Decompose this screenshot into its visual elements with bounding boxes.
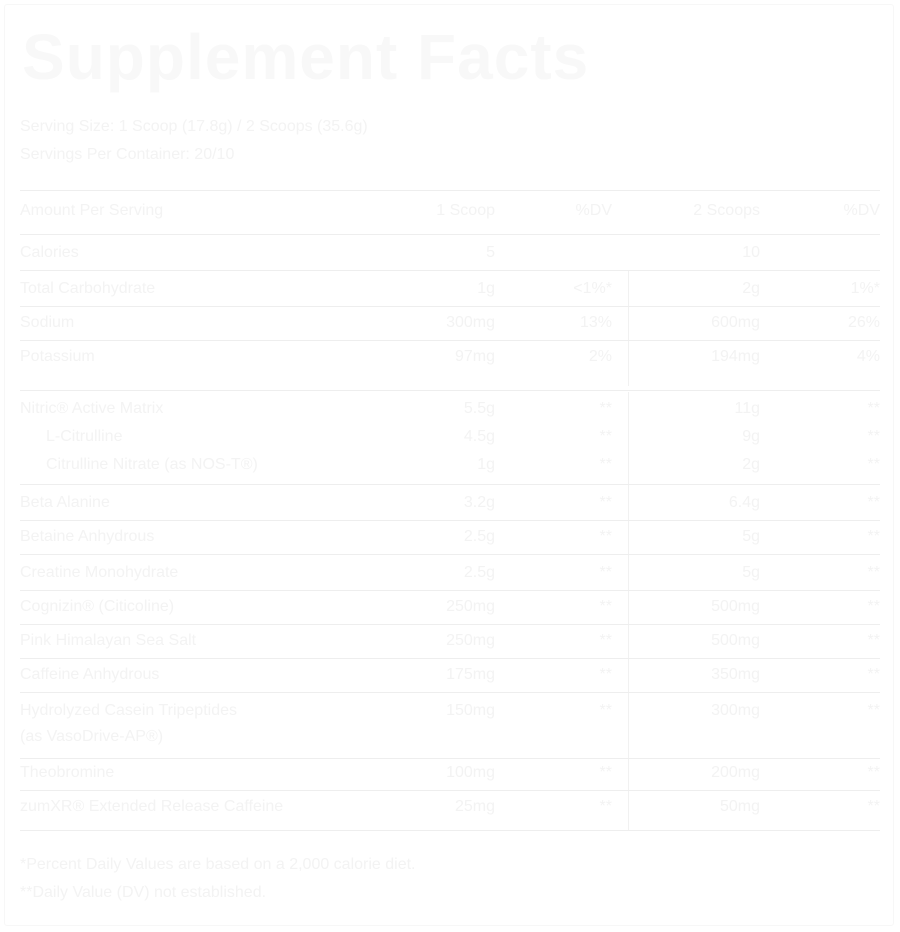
row-name: Nitric® Active Matrix — [20, 400, 164, 417]
row-amount-1: 1g — [477, 280, 495, 297]
row-amount-2: 200mg — [711, 764, 760, 781]
row-dv-2: ** — [867, 702, 880, 719]
row-dv-2: ** — [867, 494, 880, 511]
row-amount-1: 4.5g — [463, 428, 495, 445]
row-dv-2: 4% — [856, 348, 880, 365]
nutrient-row — [20, 314, 880, 341]
row-amount-2: 500mg — [711, 632, 760, 649]
row-name: Pink Himalayan Sea Salt — [20, 632, 197, 649]
row-amount-2: 2g — [742, 280, 760, 297]
header-top-rule — [20, 190, 880, 191]
row-dv-2: ** — [867, 632, 880, 649]
servings-per-container: Servings Per Container: 20/10 — [20, 146, 235, 163]
row-dv-2: ** — [867, 528, 880, 545]
row-name: Total Carbohydrate — [20, 280, 156, 297]
row-dv-2: ** — [867, 798, 880, 815]
row-amount-1: 25mg — [454, 798, 495, 815]
nutrient-row — [20, 494, 880, 521]
row-name: zumXR® Extended Release Caffeine — [20, 798, 284, 815]
row-amount-2: 50mg — [719, 798, 760, 815]
nutrient-row — [20, 528, 880, 555]
row-dv-1: 13% — [579, 314, 612, 331]
row-amount-1: 97mg — [454, 348, 495, 365]
row-dv-1: ** — [599, 764, 612, 781]
row-amount-2: 6.4g — [728, 494, 760, 511]
row-dv-2: ** — [867, 764, 880, 781]
row-amount-1: 175mg — [446, 666, 495, 683]
header-bottom-rule — [20, 234, 880, 235]
nutrient-row — [20, 280, 880, 307]
row-amount-2: 5g — [742, 528, 760, 545]
row-dv-2: 26% — [847, 314, 880, 331]
row-amount-1: 5 — [486, 244, 495, 261]
header-dv-1: %DV — [575, 202, 612, 219]
row-amount-2: 2g — [742, 456, 760, 473]
nutrient-row — [20, 348, 880, 374]
row-amount-2: 500mg — [711, 598, 760, 615]
row-name: Caffeine Anhydrous — [20, 666, 160, 683]
row-dv-1: ** — [599, 494, 612, 511]
header-amount-per-serving: Amount Per Serving — [20, 202, 164, 219]
footnote-daily-values: *Percent Daily Values are based on a 2,000 calorie diet. — [20, 856, 416, 873]
nutrient-row — [20, 564, 880, 591]
nutrient-row — [20, 702, 880, 759]
row-amount-2: 600mg — [711, 314, 760, 331]
section-rule — [20, 390, 880, 391]
row-dv-1: ** — [599, 428, 612, 445]
row-amount-1: 150mg — [446, 702, 495, 719]
row-name: Calories — [20, 244, 79, 261]
footer-rule — [20, 830, 880, 831]
row-name: Potassium — [20, 348, 95, 365]
nutrient-row — [20, 244, 880, 271]
row-name: Hydrolyzed Casein Tripeptides — [20, 702, 237, 719]
row-amount-2: 11g — [734, 400, 760, 417]
nutrient-row — [20, 456, 880, 485]
row-name: Creatine Monohydrate — [20, 564, 179, 581]
row-dv-1: 2% — [588, 348, 612, 365]
row-dv-1: ** — [599, 564, 612, 581]
row-name: Beta Alanine — [20, 494, 110, 511]
row-dv-1: ** — [599, 632, 612, 649]
row-dv-1: ** — [599, 456, 612, 473]
row-dv-2: 1%* — [850, 280, 880, 297]
row-name: Sodium — [20, 314, 75, 331]
row-amount-1: 100mg — [446, 764, 495, 781]
row-dv-1: ** — [599, 702, 612, 719]
row-amount-1: 250mg — [446, 598, 495, 615]
row-amount-1: 1g — [477, 456, 495, 473]
row-dv-2: ** — [867, 598, 880, 615]
row-amount-2: 350mg — [711, 666, 760, 683]
row-dv-1: ** — [599, 598, 612, 615]
row-dv-1: <1%* — [573, 280, 612, 297]
row-name: Cognizin® (Citicoline) — [20, 598, 175, 615]
row-amount-2: 10 — [742, 244, 760, 261]
row-name: Theobromine — [20, 764, 115, 781]
header-two-scoops: 2 Scoops — [693, 202, 760, 219]
footnote-dv-not-established: **Daily Value (DV) not established. — [20, 884, 267, 901]
row-amount-1: 300mg — [446, 314, 495, 331]
nutrient-row — [20, 798, 880, 824]
row-name-continued: (as VasoDrive-AP®) — [20, 728, 164, 745]
row-dv-1: ** — [599, 528, 612, 545]
row-amount-1: 5.5g — [463, 400, 495, 417]
row-name: L-Citrulline — [46, 428, 123, 445]
row-name: Betaine Anhydrous — [20, 528, 155, 545]
row-amount-1: 2.5g — [463, 564, 495, 581]
row-dv-1: ** — [599, 666, 612, 683]
row-amount-1: 2.5g — [463, 528, 495, 545]
nutrient-row — [20, 400, 880, 424]
row-dv-2: ** — [867, 666, 880, 683]
header-one-scoop: 1 Scoop — [436, 202, 495, 219]
serving-size: Serving Size: 1 Scoop (17.8g) / 2 Scoops (35.6g) — [20, 118, 368, 135]
nutrient-row — [20, 632, 880, 659]
row-dv-2: ** — [867, 564, 880, 581]
row-dv-2: ** — [867, 456, 880, 473]
row-amount-2: 5g — [742, 564, 760, 581]
row-amount-2: 194mg — [711, 348, 760, 365]
nutrient-row — [20, 598, 880, 625]
row-dv-1: ** — [599, 400, 612, 417]
header-dv-2: %DV — [843, 202, 880, 219]
panel-title: Supplement Facts — [22, 21, 590, 93]
nutrient-row — [20, 764, 880, 791]
nutrient-row — [20, 666, 880, 693]
row-amount-2: 300mg — [711, 702, 760, 719]
row-dv-2: ** — [867, 400, 880, 417]
row-amount-1: 250mg — [446, 632, 495, 649]
row-amount-1: 3.2g — [463, 494, 495, 511]
row-amount-2: 9g — [742, 428, 760, 445]
nutrient-row — [20, 428, 880, 452]
row-dv-1: ** — [599, 798, 612, 815]
row-name: Citrulline Nitrate (as NOS-T®) — [46, 456, 258, 473]
row-dv-2: ** — [867, 428, 880, 445]
